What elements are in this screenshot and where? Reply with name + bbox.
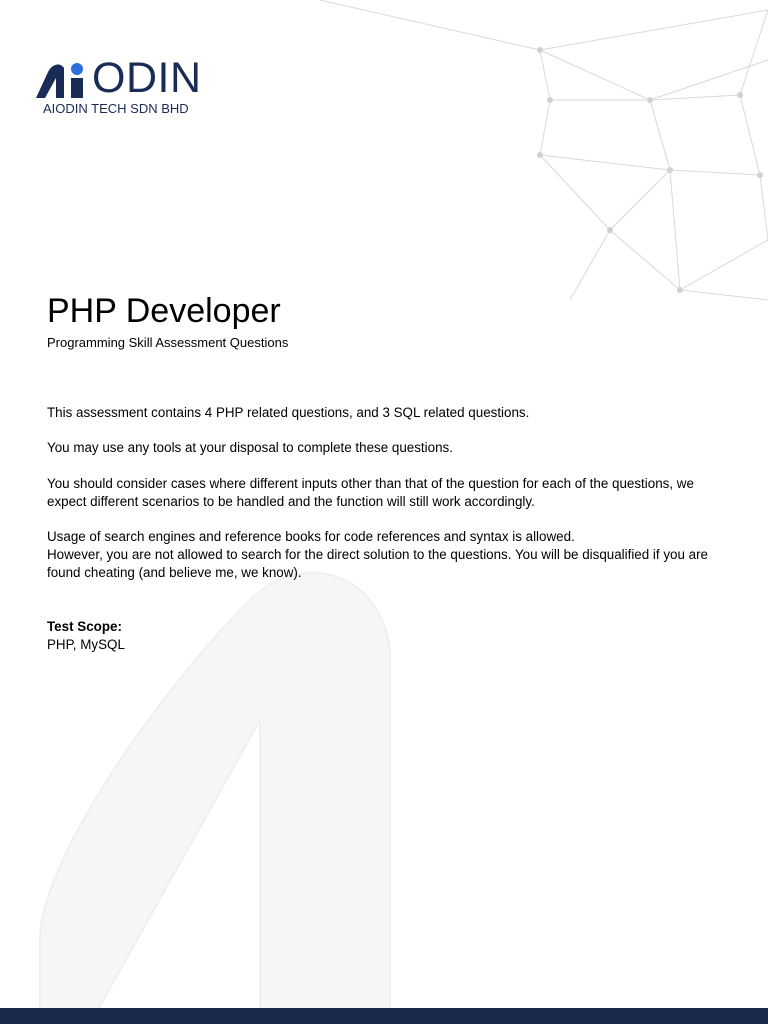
test-scope-label: Test Scope: (47, 619, 122, 634)
logo-wordmark: ODIN (92, 54, 202, 102)
cases-paragraph: You should consider cases where different inputs other than that of the question for each of the questions, we expect different scenarios to be handled and the function will still work accordingly. (47, 476, 694, 509)
footer-bar (0, 1008, 768, 1024)
intro-paragraph: This assessment contains 4 PHP related questions, and 3 SQL related questions. (47, 405, 530, 420)
tools-paragraph: You may use any tools at your disposal to complete these questions. (47, 440, 453, 455)
logo-ai-mark-icon (34, 60, 96, 100)
network-background-graphic (320, 0, 768, 330)
company-name: AIODIN TECH SDN BHD (43, 101, 189, 116)
test-scope-value: PHP, MySQL (47, 637, 125, 652)
page-subtitle: Programming Skill Assessment Questions (47, 335, 289, 350)
rules-paragraph: Usage of search engines and reference books for code references and syntax is allowed. However, you are not allowed to search for the direct solution to the questions. You will be disqualified if you are found cheating (and believe me, we know). (47, 529, 708, 580)
company-logo (34, 54, 224, 120)
page-title: PHP Developer (47, 292, 281, 330)
